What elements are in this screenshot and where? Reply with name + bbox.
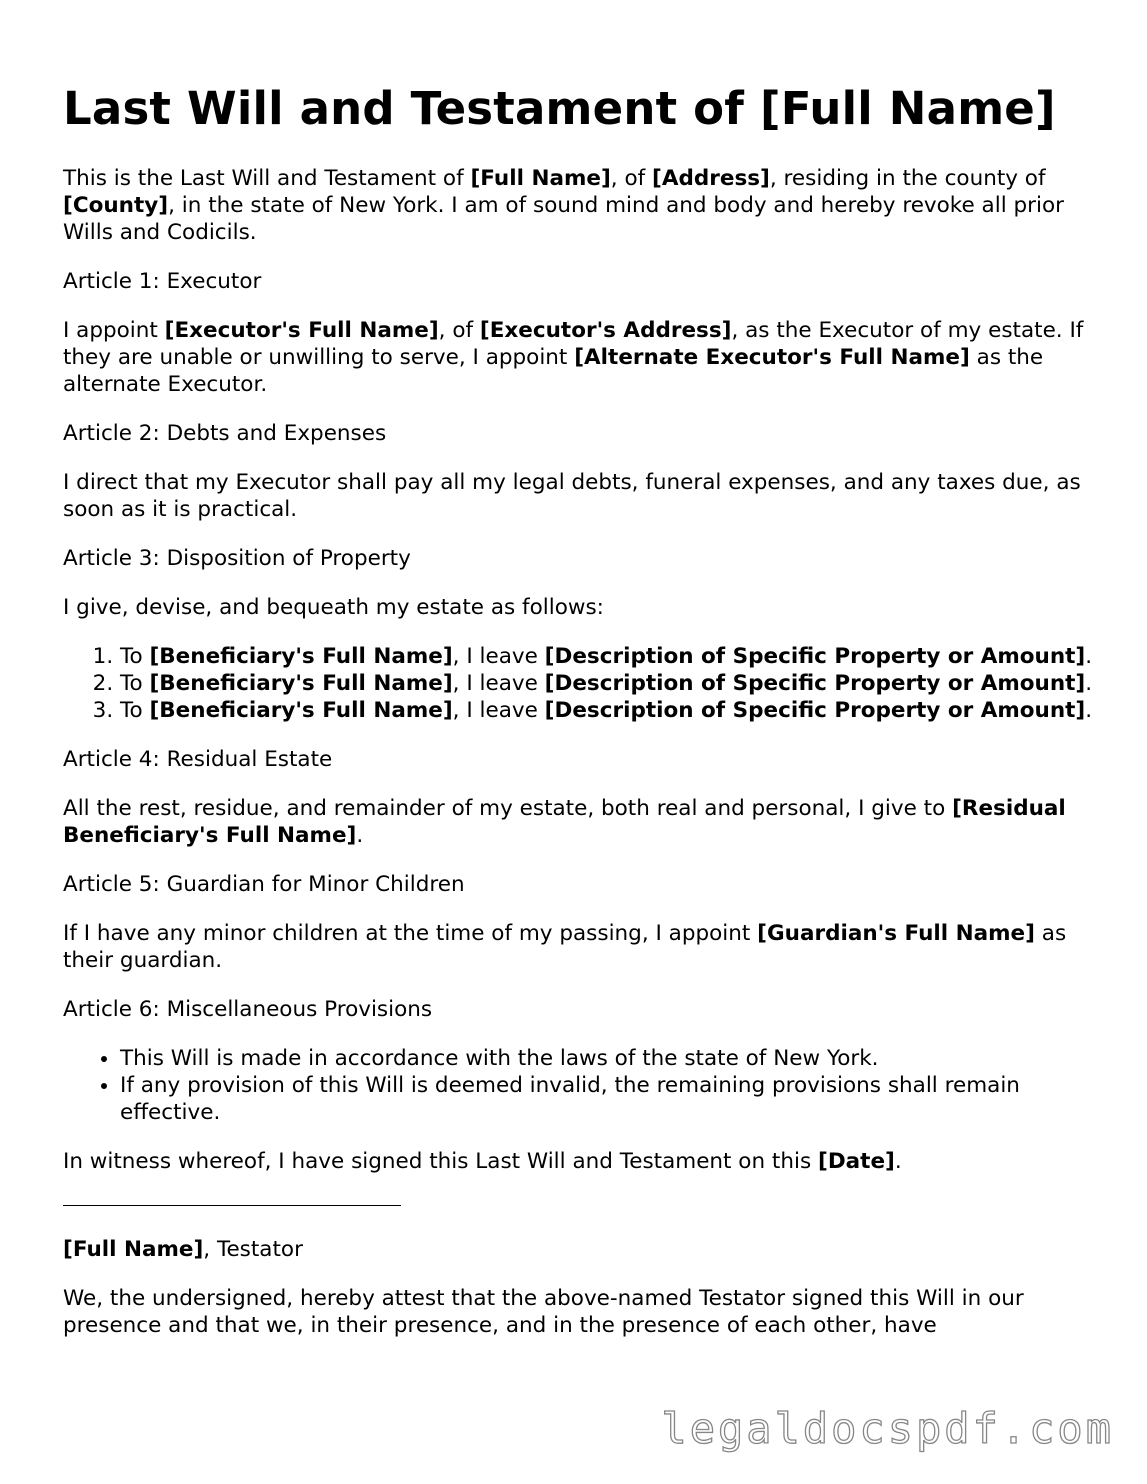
placeholder-address: [Address] bbox=[652, 166, 770, 191]
article-3-lead: I give, devise, and bequeath my estate as follows: bbox=[63, 595, 604, 620]
placeholder-full-name: [Full Name] bbox=[470, 166, 611, 191]
article-6-heading: Article 6: Miscellaneous Provisions bbox=[63, 997, 433, 1022]
witness-statement: In witness whereof, I have signed this Last Will and Testament on this [Date]. bbox=[63, 1149, 902, 1174]
article-3-heading: Article 3: Disposition of Property bbox=[63, 546, 411, 571]
article-1-heading: Article 1: Executor bbox=[63, 269, 262, 294]
article-1-text: I appoint [Executor's Full Name], of [Executor's Address], as the Executor of my estate. If they are unable or unwilling to serve, I appoint [Alternate Executor's Full Name] as the alternate Executor. bbox=[63, 318, 1084, 397]
article-5-heading: Article 5: Guardian for Minor Children bbox=[63, 872, 465, 897]
list-item: 3. To [Beneficiary's Full Name], I leave [Description of Specific Property or Amount]. bbox=[120, 697, 1093, 724]
article-2-text: I direct that my Executor shall pay all my legal debts, funeral expenses, and any taxes due, as soon as it is practical. bbox=[63, 470, 1081, 522]
list-item: 1. To [Beneficiary's Full Name], I leave [Description of Specific Property or Amount]. bbox=[120, 643, 1093, 670]
testator-signature-label: [Full Name], Testator bbox=[63, 1237, 303, 1262]
signature-line bbox=[63, 1205, 401, 1206]
placeholder-residual-beneficiary: [Residual Beneficiary's Full Name] bbox=[63, 796, 1066, 848]
bequest-list bbox=[63, 643, 1093, 724]
placeholder-guardian-name: [Guardian's Full Name] bbox=[757, 921, 1035, 946]
attestation-paragraph: We, the undersigned, hereby attest that the above-named Testator signed this Will in our presence and that we, in their presence, and in the presence of each other, have bbox=[63, 1286, 1024, 1338]
list-item: • This Will is made in accordance with the laws of the state of New York. bbox=[120, 1045, 1093, 1072]
document-title: Last Will and Testament of [Full Name] bbox=[63, 82, 1056, 135]
article-4-text: All the rest, residue, and remainder of my estate, both real and personal, I give to [Residual Beneficiary's Full Name]. bbox=[63, 796, 1066, 848]
intro-paragraph: This is the Last Will and Testament of [Full Name], of [Address], residing in the county of [County], in the state of New York. I am of sound mind and body and hereby revoke all prior Wills and Codicils. bbox=[63, 166, 1064, 245]
placeholder-executor-address: [Executor's Address] bbox=[479, 318, 732, 343]
placeholder-date: [Date] bbox=[818, 1149, 895, 1174]
document-body bbox=[63, 165, 1093, 1361]
placeholder-county: [County] bbox=[63, 193, 169, 218]
article-4-heading: Article 4: Residual Estate bbox=[63, 747, 333, 772]
placeholder-alternate-executor: [Alternate Executor's Full Name] bbox=[574, 345, 970, 370]
article-5-text: If I have any minor children at the time of my passing, I appoint [Guardian's Full Name] as their guardian. bbox=[63, 921, 1067, 973]
watermark-logo: legaldocspdf.com bbox=[661, 1404, 1114, 1453]
article-2-heading: Article 2: Debts and Expenses bbox=[63, 421, 387, 446]
placeholder-executor-name: [Executor's Full Name] bbox=[164, 318, 439, 343]
list-item: • If any provision of this Will is deemed invalid, the remaining provisions shall remain effective. bbox=[120, 1072, 1093, 1126]
list-item: 2. To [Beneficiary's Full Name], I leave [Description of Specific Property or Amount]. bbox=[120, 670, 1093, 697]
provisions-list bbox=[63, 1045, 1093, 1126]
